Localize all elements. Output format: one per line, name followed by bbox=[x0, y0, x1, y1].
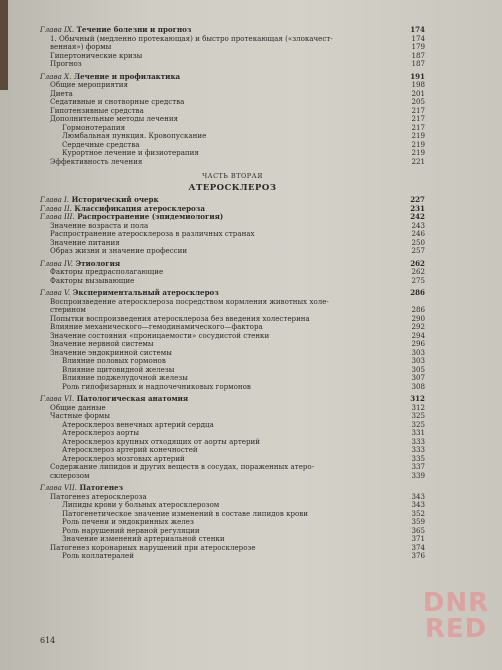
toc-page-number: 325 bbox=[411, 411, 425, 420]
toc-entry-title: Патогенез атеросклероза bbox=[50, 491, 147, 501]
chapter-title: Экспериментальный атеросклероз bbox=[72, 288, 219, 297]
toc-entry-title: 1. Обычный (медленно протекающая) и быстро протекающая («злокачест- bbox=[50, 33, 333, 43]
toc-page-number: 243 bbox=[411, 220, 425, 230]
chapter-title: Этиология bbox=[75, 258, 121, 268]
toc-entry-title: Роль гипофизарных и надпочечниковых гормонов bbox=[62, 381, 251, 391]
chapter-title: Лечение и профилактика bbox=[73, 71, 181, 81]
toc-entry-title: Атеросклероз артерий конечностей bbox=[62, 445, 198, 454]
chapter-label: Глава IV. bbox=[40, 258, 73, 268]
toc-page-number: 198 bbox=[411, 80, 425, 89]
chapter-label: Глава II. bbox=[40, 203, 72, 213]
toc-page-number: 219 bbox=[411, 148, 425, 157]
toc-entry-title: Частные формы bbox=[50, 411, 110, 420]
chapter-label: Глава X. bbox=[40, 71, 72, 81]
toc-entry-title: Попытки воспроизведения атеросклероза без введения холестерина bbox=[50, 313, 310, 323]
toc-page-number: 191 bbox=[410, 71, 425, 81]
toc-entry-title: Диета bbox=[50, 88, 73, 98]
chapter-title: Течение болезни и прогноз bbox=[76, 25, 192, 34]
toc-entry-title: склерозом bbox=[50, 470, 90, 480]
toc-entry-title: Курортное лечение и физиотерапия bbox=[62, 148, 199, 157]
toc-page-number: 231 bbox=[410, 203, 425, 213]
toc-page-number: 187 bbox=[411, 50, 425, 60]
toc-page-number: 365 bbox=[411, 525, 425, 535]
toc-page-number: 303 bbox=[411, 347, 425, 357]
toc-entry-title: Сердечные средства bbox=[62, 139, 140, 149]
toc-entry-title: Общие данные bbox=[50, 402, 106, 412]
chapter-title: Распространение (эпидемиология) bbox=[77, 212, 224, 221]
toc-entry-title: Общие мероприятия bbox=[50, 80, 128, 89]
toc-entry-title: Эффективность лечения bbox=[50, 156, 143, 166]
toc-page-number: 205 bbox=[411, 97, 425, 106]
page-edge bbox=[0, 0, 8, 90]
toc-entry-title: Значение нервной системы bbox=[50, 339, 154, 348]
toc-entry-title: Влияние щитовидной железы bbox=[62, 364, 175, 374]
toc-page-number: 221 bbox=[411, 156, 425, 166]
toc-entry-title: Роль нарушений нервной регуляции bbox=[62, 525, 200, 535]
toc-entry-row bbox=[40, 463, 425, 472]
toc-page-number: 292 bbox=[411, 322, 425, 331]
toc-page-number: 217 bbox=[411, 105, 425, 115]
toc-entry-title: Роль печени и эндокринных желез bbox=[62, 517, 194, 526]
toc-entry-title: Атеросклероз мозговых артерий bbox=[62, 453, 185, 463]
toc-entry-title: Воспроизведение атеросклероза посредством кормления животных холе- bbox=[50, 296, 329, 306]
toc-page-number: 294 bbox=[411, 330, 425, 340]
toc-page-number: 201 bbox=[411, 88, 425, 98]
toc-page-number: 262 bbox=[410, 258, 425, 268]
toc-entry-title: Влияние половых гормонов bbox=[62, 356, 166, 365]
toc-entry-title: Гипертонические кризы bbox=[50, 50, 143, 60]
toc-entry-title: Роль коллатералей bbox=[62, 551, 134, 560]
toc-entry-row bbox=[40, 277, 425, 286]
toc-page-number: 343 bbox=[411, 500, 425, 509]
toc-page-number: 174 bbox=[411, 33, 425, 43]
toc-page-number: 227 bbox=[410, 195, 425, 204]
toc-page-number: 179 bbox=[411, 42, 425, 51]
toc-page-number: 343 bbox=[411, 491, 425, 501]
toc-page-number: 307 bbox=[411, 373, 425, 382]
toc-entry-title: Влияние механического—гемодинамического—фактора bbox=[50, 322, 263, 331]
toc-entry-title: Значение эндокринной системы bbox=[50, 347, 172, 357]
toc-section-bottom bbox=[40, 196, 425, 561]
toc-entry-title: стерином bbox=[50, 305, 86, 314]
toc-page-number: 333 bbox=[411, 445, 425, 454]
toc-page-number: 217 bbox=[411, 122, 425, 132]
toc-entry-title: Гормонотерапия bbox=[62, 122, 126, 132]
toc-entry-title: Прогноз bbox=[50, 59, 82, 68]
toc-page-number: 187 bbox=[411, 59, 425, 68]
chapter-title: Патогенез bbox=[79, 483, 124, 492]
toc-page-number: 262 bbox=[411, 267, 425, 276]
toc-entry-title: Гипотензивные средства bbox=[50, 105, 144, 115]
toc-page-number: 242 bbox=[410, 212, 425, 221]
toc-page-number: 331 bbox=[411, 428, 425, 437]
toc-entry-title: Значение питания bbox=[50, 237, 120, 247]
toc-entry-title: Факторы предрасполагающие bbox=[50, 267, 164, 276]
toc-entry-title: Липиды крови у больных атеросклерозом bbox=[62, 500, 220, 509]
chapter-label: Глава IX. bbox=[40, 25, 75, 34]
chapter-label: Глава VI. bbox=[40, 394, 75, 403]
toc-page-number: 257 bbox=[411, 246, 425, 255]
toc-entry-title: Седативные и снотворные средства bbox=[50, 97, 185, 106]
toc-entry-title: Распространение атеросклероза в различных странах bbox=[50, 229, 255, 238]
watermark-line: RED bbox=[424, 614, 488, 644]
toc-section-top bbox=[40, 26, 425, 166]
toc-entry-title: Дополнительные методы лечения bbox=[50, 114, 179, 123]
toc-entry-title: Значение состояния «проницаемости» сосудистой стенки bbox=[50, 330, 270, 340]
toc-page-number: 246 bbox=[411, 229, 425, 238]
toc-entry-title: Содержание липидов и других веществ в сосудах, пораженных атеро- bbox=[50, 462, 315, 471]
toc-page-number: 275 bbox=[411, 275, 425, 285]
toc-page-number: 250 bbox=[411, 237, 425, 247]
chapter-label: Глава V. bbox=[40, 288, 71, 297]
toc-page-number: 325 bbox=[411, 419, 425, 429]
toc-page-number: 312 bbox=[411, 402, 425, 412]
toc-entry-title: Образ жизни и значение профессии bbox=[50, 246, 188, 255]
page-number: 614 bbox=[40, 636, 56, 645]
toc-page-number: 333 bbox=[411, 436, 425, 446]
watermark-logo bbox=[418, 590, 494, 642]
chapter-title: Классификация атеросклероза bbox=[74, 203, 205, 213]
toc-page-number: 376 bbox=[411, 551, 425, 560]
toc-page-number: 286 bbox=[410, 288, 425, 297]
toc-page-number: 305 bbox=[411, 364, 425, 374]
toc-page-number: 217 bbox=[411, 114, 425, 123]
toc-entry-row bbox=[40, 552, 425, 561]
toc-entry-row bbox=[40, 81, 425, 90]
toc-entry-row bbox=[40, 472, 425, 481]
toc-page-number: 335 bbox=[411, 453, 425, 463]
toc-entry-title: Влияние поджелудочной железы bbox=[62, 373, 188, 382]
toc-page-number: 337 bbox=[411, 462, 425, 471]
toc-page-number: 339 bbox=[411, 470, 425, 480]
toc-entry-row bbox=[40, 60, 425, 69]
toc-page-number: 286 bbox=[411, 305, 425, 314]
toc-page-number: 308 bbox=[411, 381, 425, 391]
toc-page-number: 219 bbox=[411, 139, 425, 149]
toc-entry-title: Патогенез коронарных нарушений при атеросклерозе bbox=[50, 542, 256, 552]
toc-entry-title: Атеросклероз крупных отходящих от аорты артерий bbox=[62, 436, 260, 446]
toc-entry-row bbox=[40, 298, 425, 307]
toc-page-number: 371 bbox=[411, 534, 425, 543]
toc-page-number: 296 bbox=[411, 339, 425, 348]
chapter-label: Глава I. bbox=[40, 195, 70, 204]
toc-page-number: 312 bbox=[410, 394, 425, 403]
toc-entry-row bbox=[40, 383, 425, 392]
toc-entry-row bbox=[40, 247, 425, 256]
toc-entry-row bbox=[40, 158, 425, 167]
part-label: ЧАСТЬ ВТОРАЯ bbox=[202, 172, 263, 180]
toc-entry-title: Факторы вызывающие bbox=[50, 275, 135, 285]
toc-entry-title: Атеросклероз венечных артерий сердца bbox=[62, 419, 214, 429]
toc-entry-title: Люмбальная пункция. Кровопускание bbox=[62, 131, 207, 140]
chapter-title: Патологическая анатомия bbox=[76, 394, 189, 403]
toc-page-number: 352 bbox=[411, 508, 425, 518]
toc-page-number: 290 bbox=[411, 313, 425, 323]
toc-entry-row bbox=[40, 52, 425, 61]
chapter-title: Исторический очерк bbox=[71, 195, 159, 204]
watermark-line: DNR bbox=[422, 588, 490, 618]
table-of-contents bbox=[40, 26, 425, 561]
toc-entry-title: венная») формы bbox=[50, 42, 112, 51]
toc-entry-title: Значение возраста и пола bbox=[50, 220, 149, 230]
chapter-label: Глава VII. bbox=[40, 483, 78, 492]
toc-entry-title: Значение изменений артериальной стенки bbox=[62, 534, 225, 543]
toc-page-number: 359 bbox=[411, 517, 425, 526]
toc-page-number: 174 bbox=[410, 25, 425, 34]
toc-page-number: 219 bbox=[411, 131, 425, 140]
toc-entry-title: Атеросклероз аорты bbox=[62, 428, 139, 437]
part-title: АТЕРОСКЛЕРОЗ bbox=[188, 182, 277, 193]
toc-entry-title: Патогенетическое значение изменений в составе липидов крови bbox=[62, 508, 309, 518]
toc-page-number: 303 bbox=[411, 356, 425, 365]
toc-page-number: 374 bbox=[411, 542, 425, 552]
chapter-label: Глава III. bbox=[40, 212, 75, 221]
